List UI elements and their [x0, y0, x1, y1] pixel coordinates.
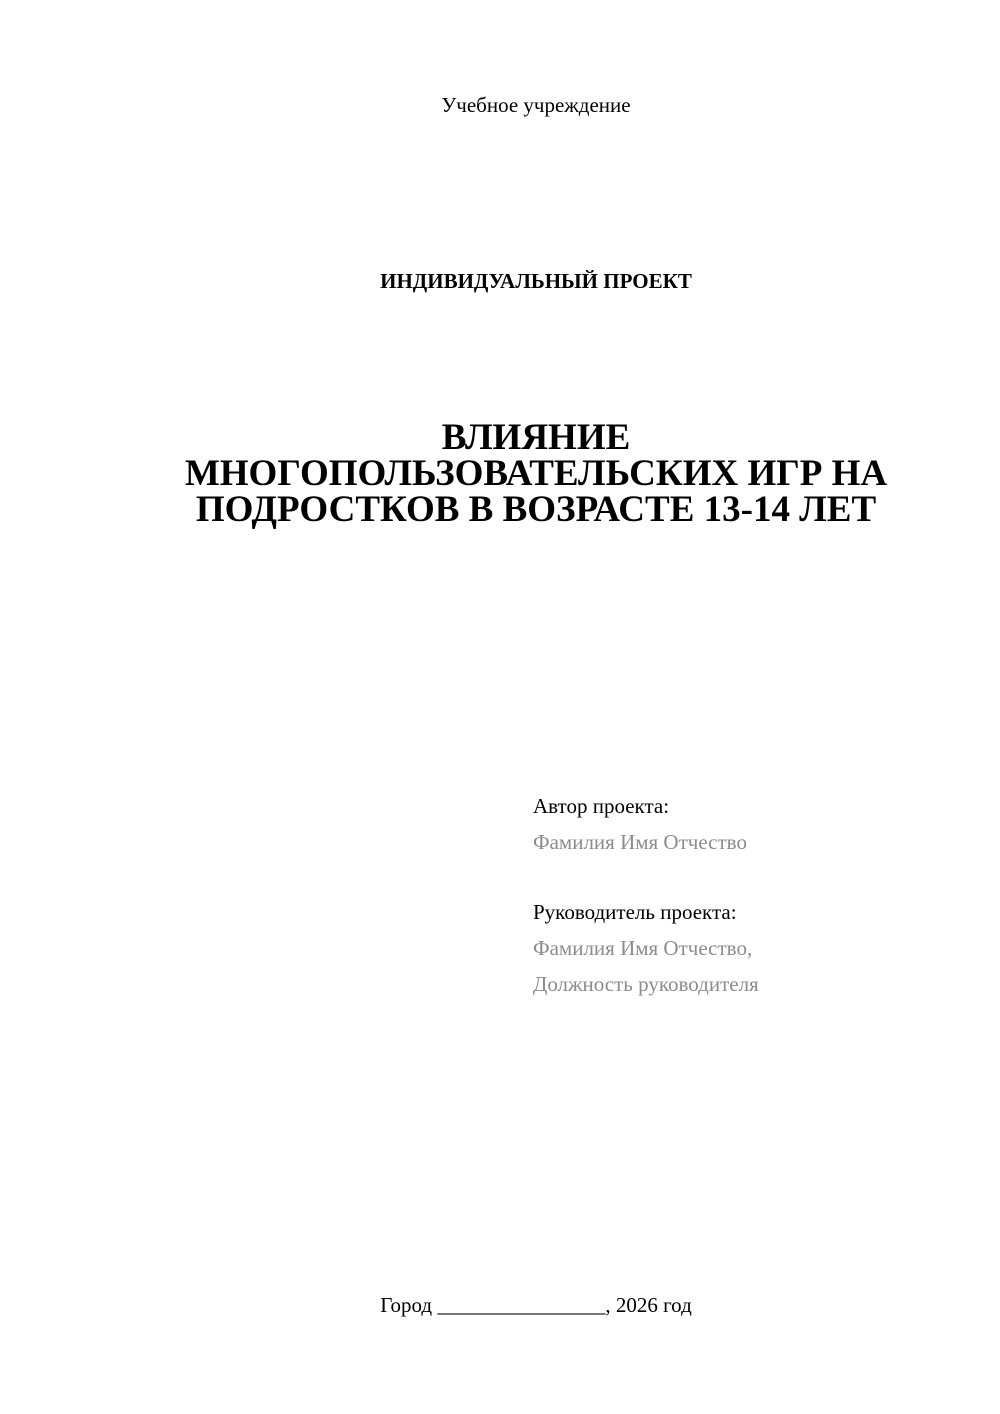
supervisor-name: Фамилия Имя Отчество,: [533, 936, 753, 960]
project-title: [120, 417, 952, 530]
credits-spacer: [533, 860, 973, 894]
project-title-line-2: МНОГОПОЛЬЗОВАТЕЛЬСКИХ ИГР НА: [184, 453, 888, 494]
supervisor-position: Должность руководителя: [533, 972, 759, 996]
credits-block: [533, 788, 973, 1002]
author-name: Фамилия Имя Отчество: [533, 830, 747, 854]
project-title-line-3: ПОДРОСТКОВ В ВОЗРАСТЕ 13-14 ЛЕТ: [195, 489, 877, 530]
city-year-line: Город ________________, 2026 год: [380, 1293, 692, 1317]
document-type-heading: ИНДИВИДУАЛЬНЫЙ ПРОЕКТ: [380, 269, 692, 293]
project-title-line-1: ВЛИЯНИЕ: [441, 417, 631, 458]
institution-name: Учебное учреждение: [441, 93, 631, 117]
supervisor-label: Руководитель проекта:: [533, 900, 737, 924]
author-label: Автор проекта:: [533, 794, 670, 818]
